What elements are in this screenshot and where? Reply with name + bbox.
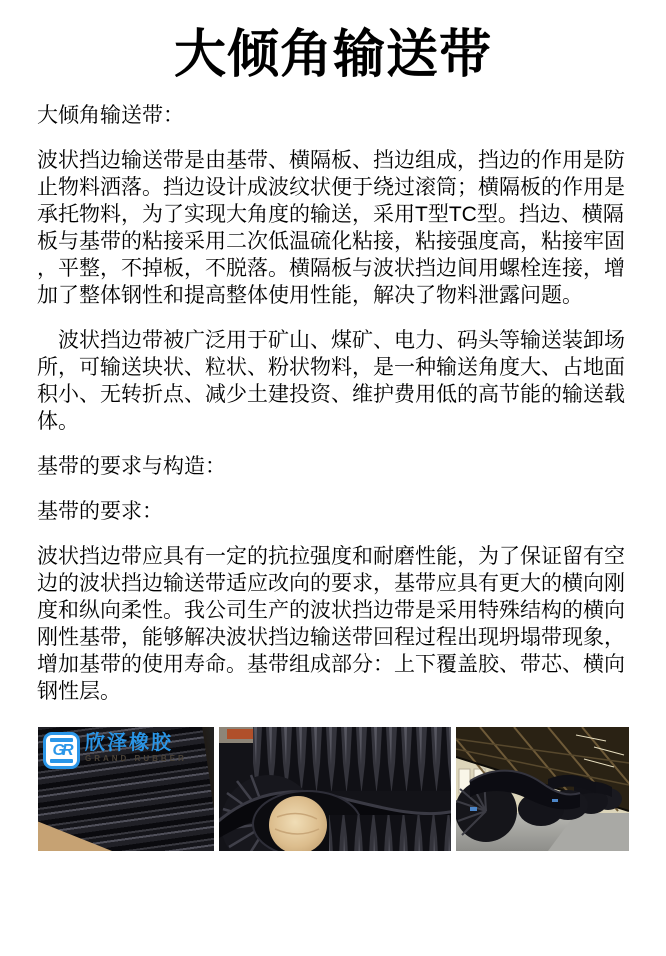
warehouse-illustration	[456, 727, 629, 851]
brand-name-cn: 欣泽橡胶	[85, 732, 173, 754]
brand-logo-icon	[43, 732, 80, 769]
logo-bottom-bar	[50, 759, 73, 763]
photo-warehouse-belts	[456, 727, 629, 851]
brand-name-en: GRAND RUBBER	[85, 754, 187, 763]
belt-roll-illustration	[219, 727, 451, 851]
paragraph-base-belt-details: 波状挡边带应具有一定的抗拉强度和耐磨性能，为了保证留有空边的波状挡边输送带适应改向的要求，基带应具有更大的横向刚度和纵向柔性。我公司生产的波状挡边带是采用特殊结构的横向刚性基带，能够解决波状挡边输送带回程过程出现坍塌带现象，增加基带的使用寿命。基带组成部分：上下覆盖胶、带芯、横向钢性层。	[37, 545, 625, 703]
article-body	[37, 102, 629, 705]
product-photo-gallery	[38, 727, 666, 851]
brand-name	[85, 732, 187, 764]
product-page	[0, 26, 666, 956]
intro-label: 大倾角输送带：	[37, 104, 184, 127]
section-label-base-belt-structure: 基带的要求与构造：	[37, 455, 226, 478]
logo-monogram: GR	[52, 741, 71, 759]
paragraph-applications: 波状挡边带被广泛用于矿山、煤矿、电力、码头等输送装卸场所，可输送块状、粒状、粉状物料，是一种输送角度大、占地面积小、无转折点、减少土建投资、维护费用低的高节能的输送载体。	[37, 329, 625, 433]
section-label-base-belt-requirements: 基带的要求：	[37, 500, 163, 523]
brand-watermark	[43, 732, 187, 769]
paragraph-composition: 波状挡边输送带是由基带、横隔板、挡边组成，挡边的作用是防止物料洒落。挡边设计成波纹状便于绕过滚筒；横隔板的作用是承托物料，为了实现大角度的输送，采用T型TC型。挡边、横隔板与基带的粘接采用二次低温硫化粘接，粘接强度高，粘接牢固，平整，不掉板，不脱落。横隔板与波状挡边间用螺栓连接，增加了整体钢性和提高整体使用性能，解决了物料泄露问题。	[37, 149, 625, 307]
page-title: 大倾角输送带	[173, 26, 492, 84]
photo-corrugated-strips	[38, 727, 214, 851]
photo-belt-roll-closeup	[219, 727, 451, 851]
